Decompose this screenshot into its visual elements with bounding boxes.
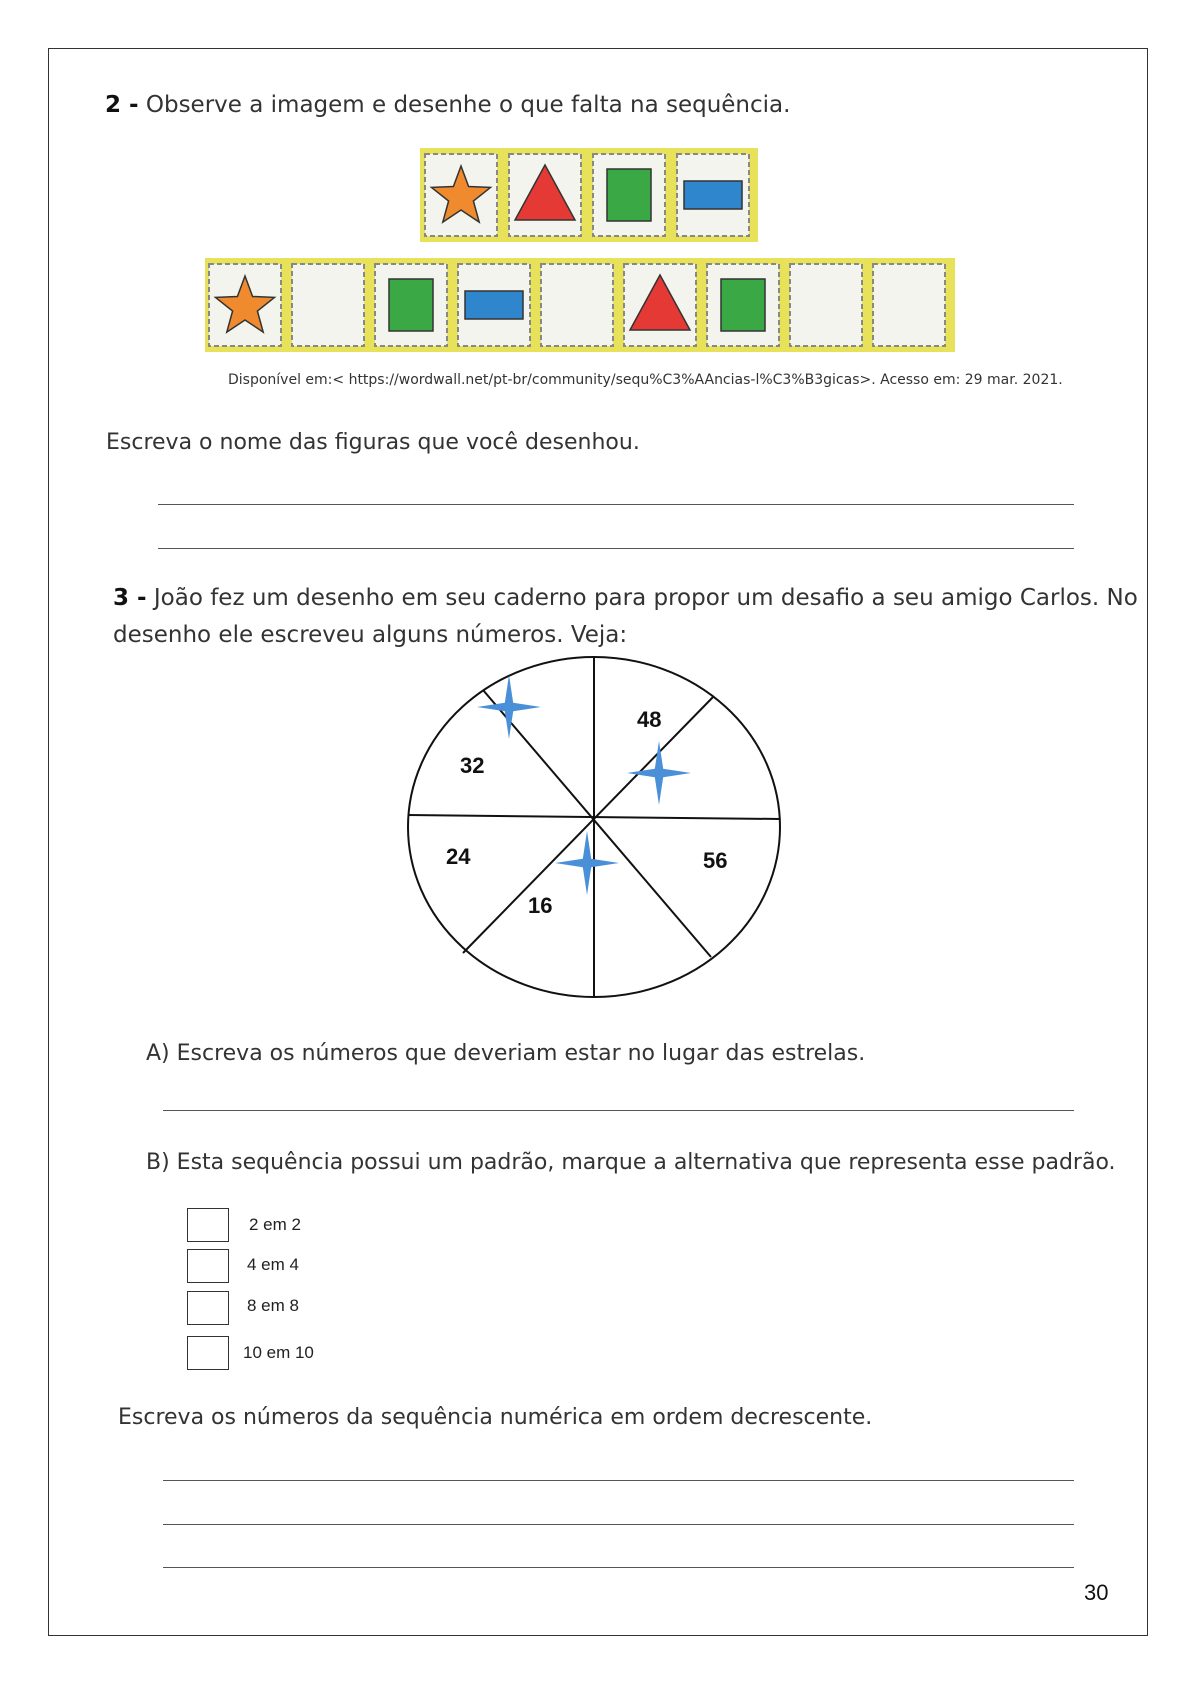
sequence-cell-rectangle [458,264,530,346]
square-shape [721,279,765,331]
question-2-write-prompt: Escreva o nome das figuras que você desenhou. [106,430,640,455]
answer-line[interactable] [163,1524,1074,1525]
sequence-row [209,264,945,346]
answer-line[interactable] [163,1567,1074,1568]
question-3-title [113,585,1138,611]
sequence-cell-square [707,264,779,346]
option-checkbox-10-em-10[interactable] [187,1336,229,1370]
question-3-number: 3 - [113,585,147,611]
sequence-cell-empty [873,264,945,346]
option-label: 2 em 2 [249,1215,301,1234]
answer-line[interactable] [163,1110,1074,1111]
rectangle-shape [465,291,523,319]
number-wheel [405,655,785,1005]
sequence-cell-square [593,154,665,236]
shape-sequence-figure [205,142,965,362]
wheel-number-24: 24 [446,844,471,869]
question-2-prompt: Observe a imagem e desenhe o que falta na sequência. [145,92,791,118]
sequence-cell-empty [292,264,364,346]
option-checkbox-2-em-2[interactable] [187,1208,229,1242]
question-3-prompt-line2: desenho ele escreveu alguns números. Veja: [113,622,628,648]
part-a-prompt: A) Escreva os números que deveriam estar no lugar das estrelas. [146,1041,866,1066]
option-label: 4 em 4 [247,1255,299,1274]
image-source-citation: Disponível em:< https://wordwall.net/pt-br/community/sequ%C3%AAncias-l%C3%B3gicas>. Acesso em: 29 mar. 2021. [228,372,1063,388]
answer-line[interactable] [158,504,1074,505]
wheel-number-16: 16 [528,893,553,918]
rectangle-shape [684,181,742,209]
square-shape [607,169,651,221]
wheel-number-48: 48 [637,707,662,732]
option-checkbox-8-em-8[interactable] [187,1291,229,1325]
wheel-number-32: 32 [460,753,485,778]
option-label: 8 em 8 [247,1296,299,1315]
question-2-number: 2 - [105,92,139,118]
answer-line[interactable] [158,548,1074,549]
sequence-cell-empty [541,264,613,346]
question-3-prompt-line1: João fez um desenho em seu caderno para propor um desafio a seu amigo Carlos. No [153,585,1138,611]
square-shape [389,279,433,331]
answer-line[interactable] [163,1480,1074,1481]
final-prompt: Escreva os números da sequência numérica em ordem decrescente. [118,1405,873,1430]
sequence-cell-star [425,154,497,236]
part-b-prompt: B) Esta sequência possui um padrão, marque a alternativa que representa esse padrão. [146,1150,1116,1175]
sequence-cell-triangle [624,264,696,346]
wheel-number-56: 56 [703,848,728,873]
sequence-cell-rectangle [677,154,749,236]
question-2-title [105,92,790,118]
sequence-cell-star [209,264,281,346]
option-checkbox-4-em-4[interactable] [187,1249,229,1283]
sequence-cell-triangle [509,154,581,236]
sequence-cell-empty [790,264,862,346]
option-label: 10 em 10 [243,1343,314,1362]
page-number: 30 [1084,1580,1109,1605]
sequence-cell-square [375,264,447,346]
